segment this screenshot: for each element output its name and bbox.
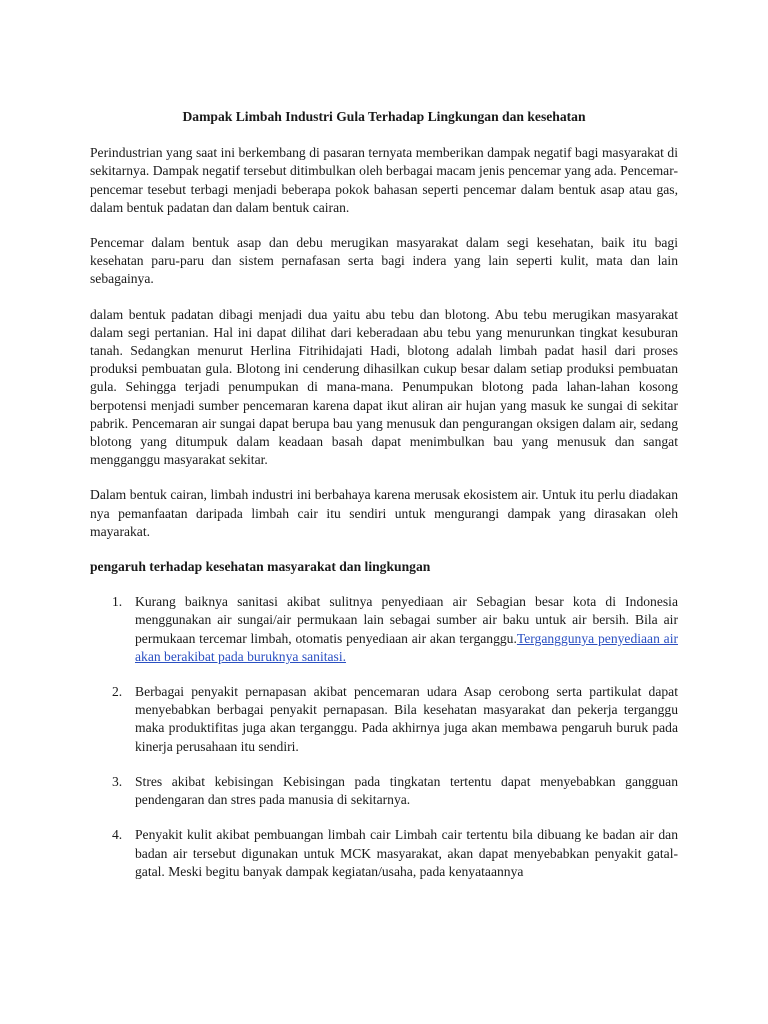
paragraph-liquid-waste: Dalam bentuk cairan, limbah industri ini berbahaya karena merusak ekosistem air. Untuk itu perlu diadakan nya pemanfaatan daripada limbah cair itu sendiri untuk mengurangi dampak yang dirasakan oleh mayarakat. [90,487,678,539]
list-item [90,683,678,756]
list-item-number: 2. [112,684,123,700]
list-item-number: 1. [112,594,123,610]
list-item [90,826,678,881]
section-heading: pengaruh terhadap kesehatan masyarakat dan lingkungan [90,559,431,575]
list-item [90,773,678,809]
list-item-number: 3. [112,773,123,789]
impact-list [90,593,678,881]
paragraph-solid-waste: dalam bentuk padatan dibagi menjadi dua yaitu abu tebu dan blotong. Abu tebu merugikan masyarakat dalam segi pertanian. Hal ini dapat dilihat dari keberadaan abu tebu yang menurunkan tingkat kesuburan tanah. Sedangkan menurut Herlina Fitrihidajati Hadi, blotong adalah limbah padat hasil dari proses produksi pembuatan gula. Blotong ini cenderung dihasilkan cukup besar dalam setiap produksi pembuatan gula. Sehingga terjadi penumpukan di mana-mana. Penumpukan blotong pada lahan-lahan kosong berpotensi menjadi sumber pencemaran karena dapat ikut aliran air hujan yang masuk ke sungai di sekitar pabrik. Pencemaran air sungai dapat berupa bau yang menusuk dan pengurangan oksigen dalam air, sedang blotong yang ditumpuk dalam keadaan basah dapat menimbulkan bau yang menusuk dan sangat mengganggu masyarakat sekitar. [90,306,678,468]
list-item-text: Kurang baiknya sanitasi akibat sulitnya penyediaan air Sebagian besar kota di Indonesia menggunakan air sungai/air permukaan lain sebagai sumber air baku untuk air bersih. Bila air permukaan tercemar limbah, otomatis penyediaan air akan terganggu. [135,594,678,646]
list-item-number: 4. [112,827,123,843]
list-item [90,593,678,666]
paragraph-smoke-dust: Pencemar dalam bentuk asap dan debu merugikan masyarakat dalam segi kesehatan, baik itu bagi kesehatan paru-paru dan sistem pernafasan serta bagi indera yang lain seperti kulit, mata dan lain sebagainya. [90,235,678,287]
document-title: Dampak Limbah Industri Gula Terhadap Lingkungan dan kesehatan [182,109,586,124]
sanitation-link[interactable]: Terganggunya penyediaan air akan berakibat pada buruknya sanitasi. [135,630,679,664]
document-page [90,108,678,898]
list-item-text: Stres akibat kebisingan Kebisingan pada tingkatan tertentu dapat menyebabkan gangguan pendengaran dan stres pada manusia di sekitarnya. [135,773,678,808]
paragraph-intro: Perindustrian yang saat ini berkembang di pasaran ternyata memberikan dampak negatif bagi masyarakat di sekitarnya. Dampak negatif tersebut ditimbulkan oleh berbagai macam jenis pencemar yang ada. Pencemar-pencemar tesebut terbagi menjadi beberapa pokok bahasan seperti pencemar dalam bentuk asap atau gas, dalam bentuk padatan dan dalam bentuk cairan. [90,145,678,215]
list-item-text: Penyakit kulit akibat pembuangan limbah cair Limbah cair tertentu bila dibuang ke badan air dan badan air tersebut digunakan untuk MCK masyarakat, akan dapat menyebabkan penyakit gatal-gatal. Meski begitu banyak dampak kegiatan/usaha, pada kenyataannya [135,827,678,879]
list-item-text: Berbagai penyakit pernapasan akibat pencemaran udara Asap cerobong serta partikulat dapat menyebabkan berbagai penyakit pernapasan. Bila kesehatan masyarakat dan pekerja terganggu maka produktifitas juga akan terganggu. Pada akhirnya juga akan membawa pengaruh buruk pada kinerja perusahaan itu sendiri. [135,684,678,754]
